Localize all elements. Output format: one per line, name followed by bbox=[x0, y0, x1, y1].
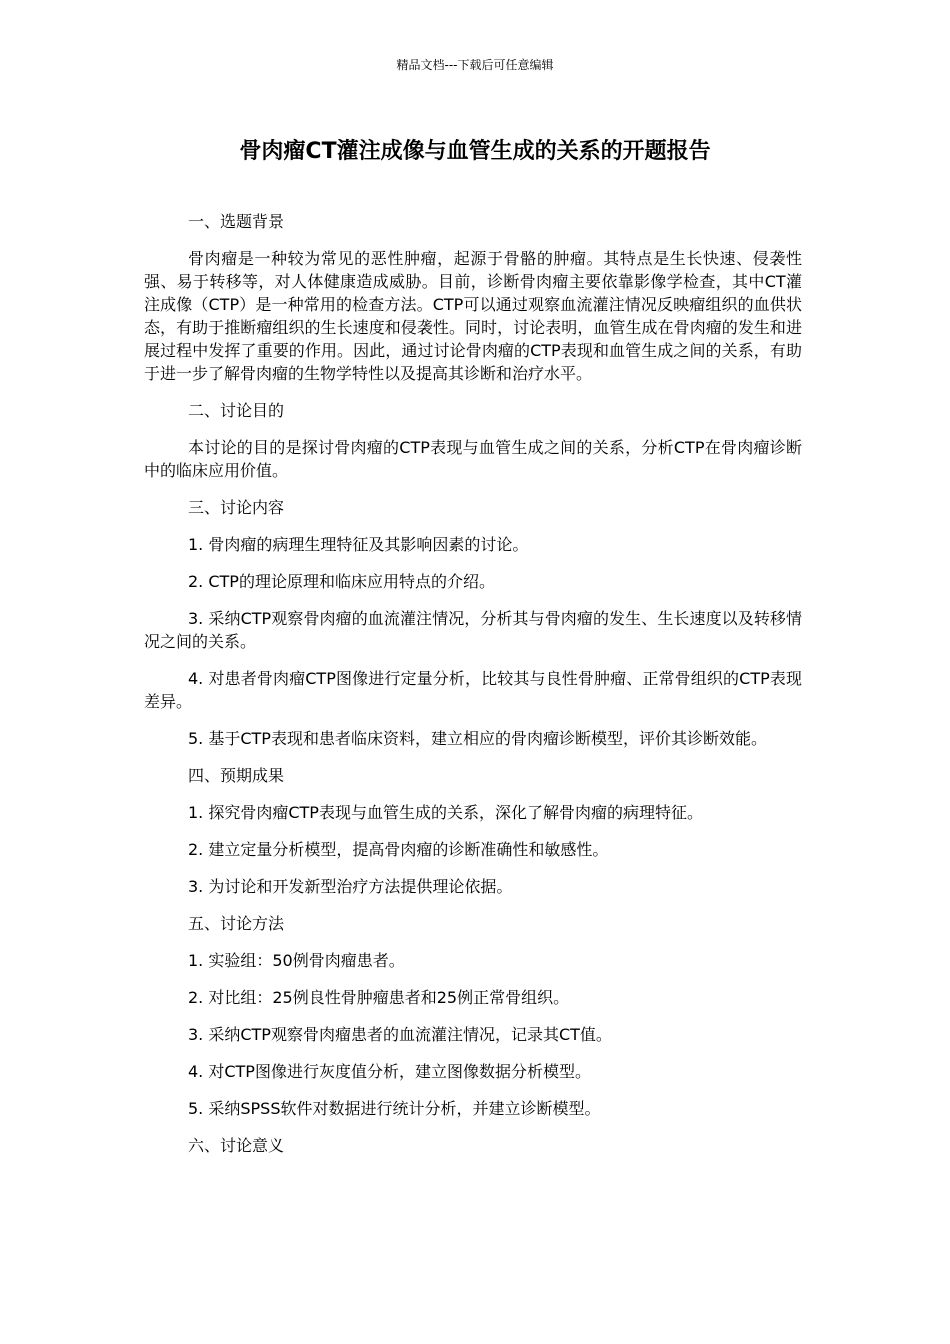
section-heading-background: 一、选题背景 bbox=[188, 212, 285, 231]
content-item: 4. 对患者骨肉瘤CTP图像进行定量分析，比较其与良性骨肿瘤、正常骨组织的CTP表现差异。 bbox=[144, 669, 802, 711]
document-title: 骨肉瘤CT灌注成像与血管生成的关系的开题报告 bbox=[239, 139, 711, 164]
section-heading-purpose: 二、讨论目的 bbox=[188, 401, 285, 420]
section-heading-methods: 五、讨论方法 bbox=[188, 914, 285, 933]
content-item: 1. 骨肉瘤的病理生理特征及其影响因素的讨论。 bbox=[188, 535, 529, 554]
section-heading-significance: 六、讨论意义 bbox=[188, 1136, 285, 1155]
content-item: 5. 基于CTP表现和患者临床资料，建立相应的骨肉瘤诊断模型，评价其诊断效能。 bbox=[188, 729, 767, 748]
document-body bbox=[144, 210, 802, 1171]
outcome-item: 2. 建立定量分析模型，提高骨肉瘤的诊断准确性和敏感性。 bbox=[188, 840, 609, 859]
method-item: 1. 实验组：50例骨肉瘤患者。 bbox=[188, 951, 405, 970]
outcome-item: 1. 探究骨肉瘤CTP表现与血管生成的关系，深化了解骨肉瘤的病理特征。 bbox=[188, 803, 703, 822]
content-item: 2. CTP的理论原理和临床应用特点的介绍。 bbox=[188, 572, 495, 591]
purpose-paragraph: 本讨论的目的是探讨骨肉瘤的CTP表现与血管生成之间的关系，分析CTP在骨肉瘤诊断中的临床应用价值。 bbox=[144, 438, 802, 480]
page-header: 精品文档---下载后可任意编辑 bbox=[396, 58, 554, 72]
method-item: 4. 对CTP图像进行灰度值分析，建立图像数据分析模型。 bbox=[188, 1062, 591, 1081]
outcome-item: 3. 为讨论和开发新型治疗方法提供理论依据。 bbox=[188, 877, 513, 896]
method-item: 5. 采纳SPSS软件对数据进行统计分析，并建立诊断模型。 bbox=[188, 1099, 601, 1118]
background-paragraph: 骨肉瘤是一种较为常见的恶性肿瘤，起源于骨骼的肿瘤。其特点是生长快速、侵袭性强、易于转移等，对人体健康造成威胁。目前，诊断骨肉瘤主要依靠影像学检查，其中CT灌注成像（CTP）是一种常用的检查方法。CTP可以通过观察血流灌注情况反映瘤组织的血供状态，有助于推断瘤组织的生长速度和侵袭性。同时，讨论表明，血管生成在骨肉瘤的发生和进展过程中发挥了重要的作用。因此，通过讨论骨肉瘤的CTP表现和血管生成之间的关系，有助于进一步了解骨肉瘤的生物学特性以及提高其诊断和治疗水平。 bbox=[144, 249, 802, 383]
content-item: 3. 采纳CTP观察骨肉瘤的血流灌注情况，分析其与骨肉瘤的发生、生长速度以及转移情况之间的关系。 bbox=[144, 609, 802, 651]
section-heading-outcomes: 四、预期成果 bbox=[188, 766, 285, 785]
section-heading-content: 三、讨论内容 bbox=[188, 498, 285, 517]
method-item: 3. 采纳CTP观察骨肉瘤患者的血流灌注情况，记录其CT值。 bbox=[188, 1025, 612, 1044]
method-item: 2. 对比组：25例良性骨肿瘤患者和25例正常骨组织。 bbox=[188, 988, 570, 1007]
